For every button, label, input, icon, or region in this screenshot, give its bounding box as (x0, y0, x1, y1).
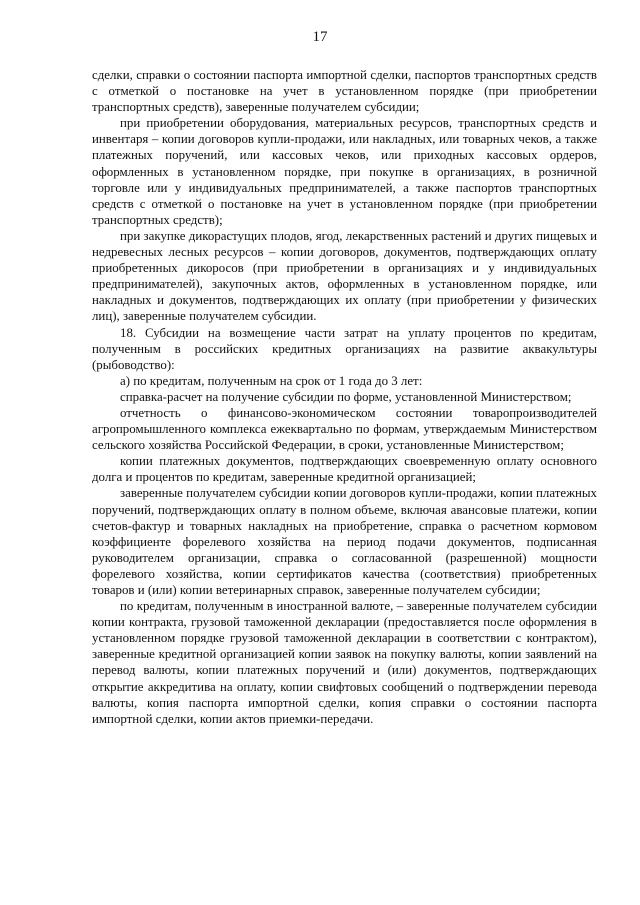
paragraph-calculation-reference: справка-расчет на получение субсидии по форме, установленной Министерством; (120, 389, 572, 404)
paragraph-contract-copies: заверенные получателем субсидии копии договоров купли-продажи, копии платежных поручений, подтверждающих оплату в полном объеме, включая авансовые платежи, копии счетов-фактур и товарных накладных на приобретение, справка о расчетном кормовом коэффициенте форелевого хозяйства на период подачи документов, подписанная руководителем организации, справка о согласованной (разрешенной) мощности форелевого хозяйства, копии сертификатов качества (соответствия) приобретенных товаров и (или) копии ветеринарных справок, заверенные получателем субсидии; (92, 486, 597, 597)
paragraph-continuation: сделки, справки о состоянии паспорта импортной сделки, паспортов транспортных средств с отметкой о постановке на учет в установленном порядке (при приобретении транспортных средств), заверенные получателем субсидии; (92, 68, 597, 115)
paragraph-subsection-a: а) по кредитам, полученным на срок от 1 года до 3 лет: (120, 373, 423, 388)
paragraph-foreign-currency-loans: по кредитам, полученным в иностранной валюте, – заверенные получателем субсидии копии контракта, грузовой таможенной декларации (предоставляется после оформления в установленном порядке грузовой таможенной декларации в соответствии с контрактом), заверенные кредитной организацией копии заявок на покупку валюты, копии заявлений на перевод валюты, копии платежных поручений и (или) документов, подтверждающих открытие аккредитива на оплату, копии свифтовых сообщений о подтверждении перевода валюты, копия паспорта импортной сделки, копия справки о состоянии паспорта импортной сделки, копии актов приемки-передачи. (92, 599, 597, 726)
page-number: 17 (312, 29, 328, 45)
paragraph-section-18-heading: 18. Субсидии на возмещение части затрат на уплату процентов по кредитам, полученным в российских кредитных организациях на развитие аквакультуры (рыбоводство): (92, 325, 597, 372)
paragraph-financial-reporting: отчетность о финансово-экономическом состоянии товаропроизводителей агропромышленного комплекса ежеквартально по формам, утверждаемым Министерством сельского хозяйства Российской Федерации, в сроки, установленные Министерством; (92, 405, 597, 453)
paragraph-wild-resources: при закупке дикорастущих плодов, ягод, лекарственных растений и других пищевых и недревесных лесных ресурсов – копии договоров, документов, подтверждающих оплату приобретенных дикоросов (при приобретении в организациях и у индивидуальных предпринимателей), закупочных актов, оформленных в установленном порядке, или накладных и документов, подтверждающих их оплату (при приобретении у физических лиц), заверенные получателем субсидии. (92, 228, 597, 324)
document-body (92, 67, 597, 727)
paragraph-equipment-purchase: при приобретении оборудования, материальных ресурсов, транспортных средств и инвентаря – копии договоров купли-продажи, или накладных, или товарных чеков, а также платежных поручений, или кассовых чеков, или приходных кассовых ордеров, оформленных в установленном порядке, при покупке в организациях, в розничной торговле или у индивидуальных предпринимателей, а также паспортов транспортных средств с отметкой о постановке на учет в установленном порядке (при приобретении транспортных средств); (92, 116, 597, 227)
paragraph-payment-documents: копии платежных документов, подтверждающих своевременную оплату основного долга и процентов по кредитам, заверенные кредитной организацией; (92, 454, 597, 485)
